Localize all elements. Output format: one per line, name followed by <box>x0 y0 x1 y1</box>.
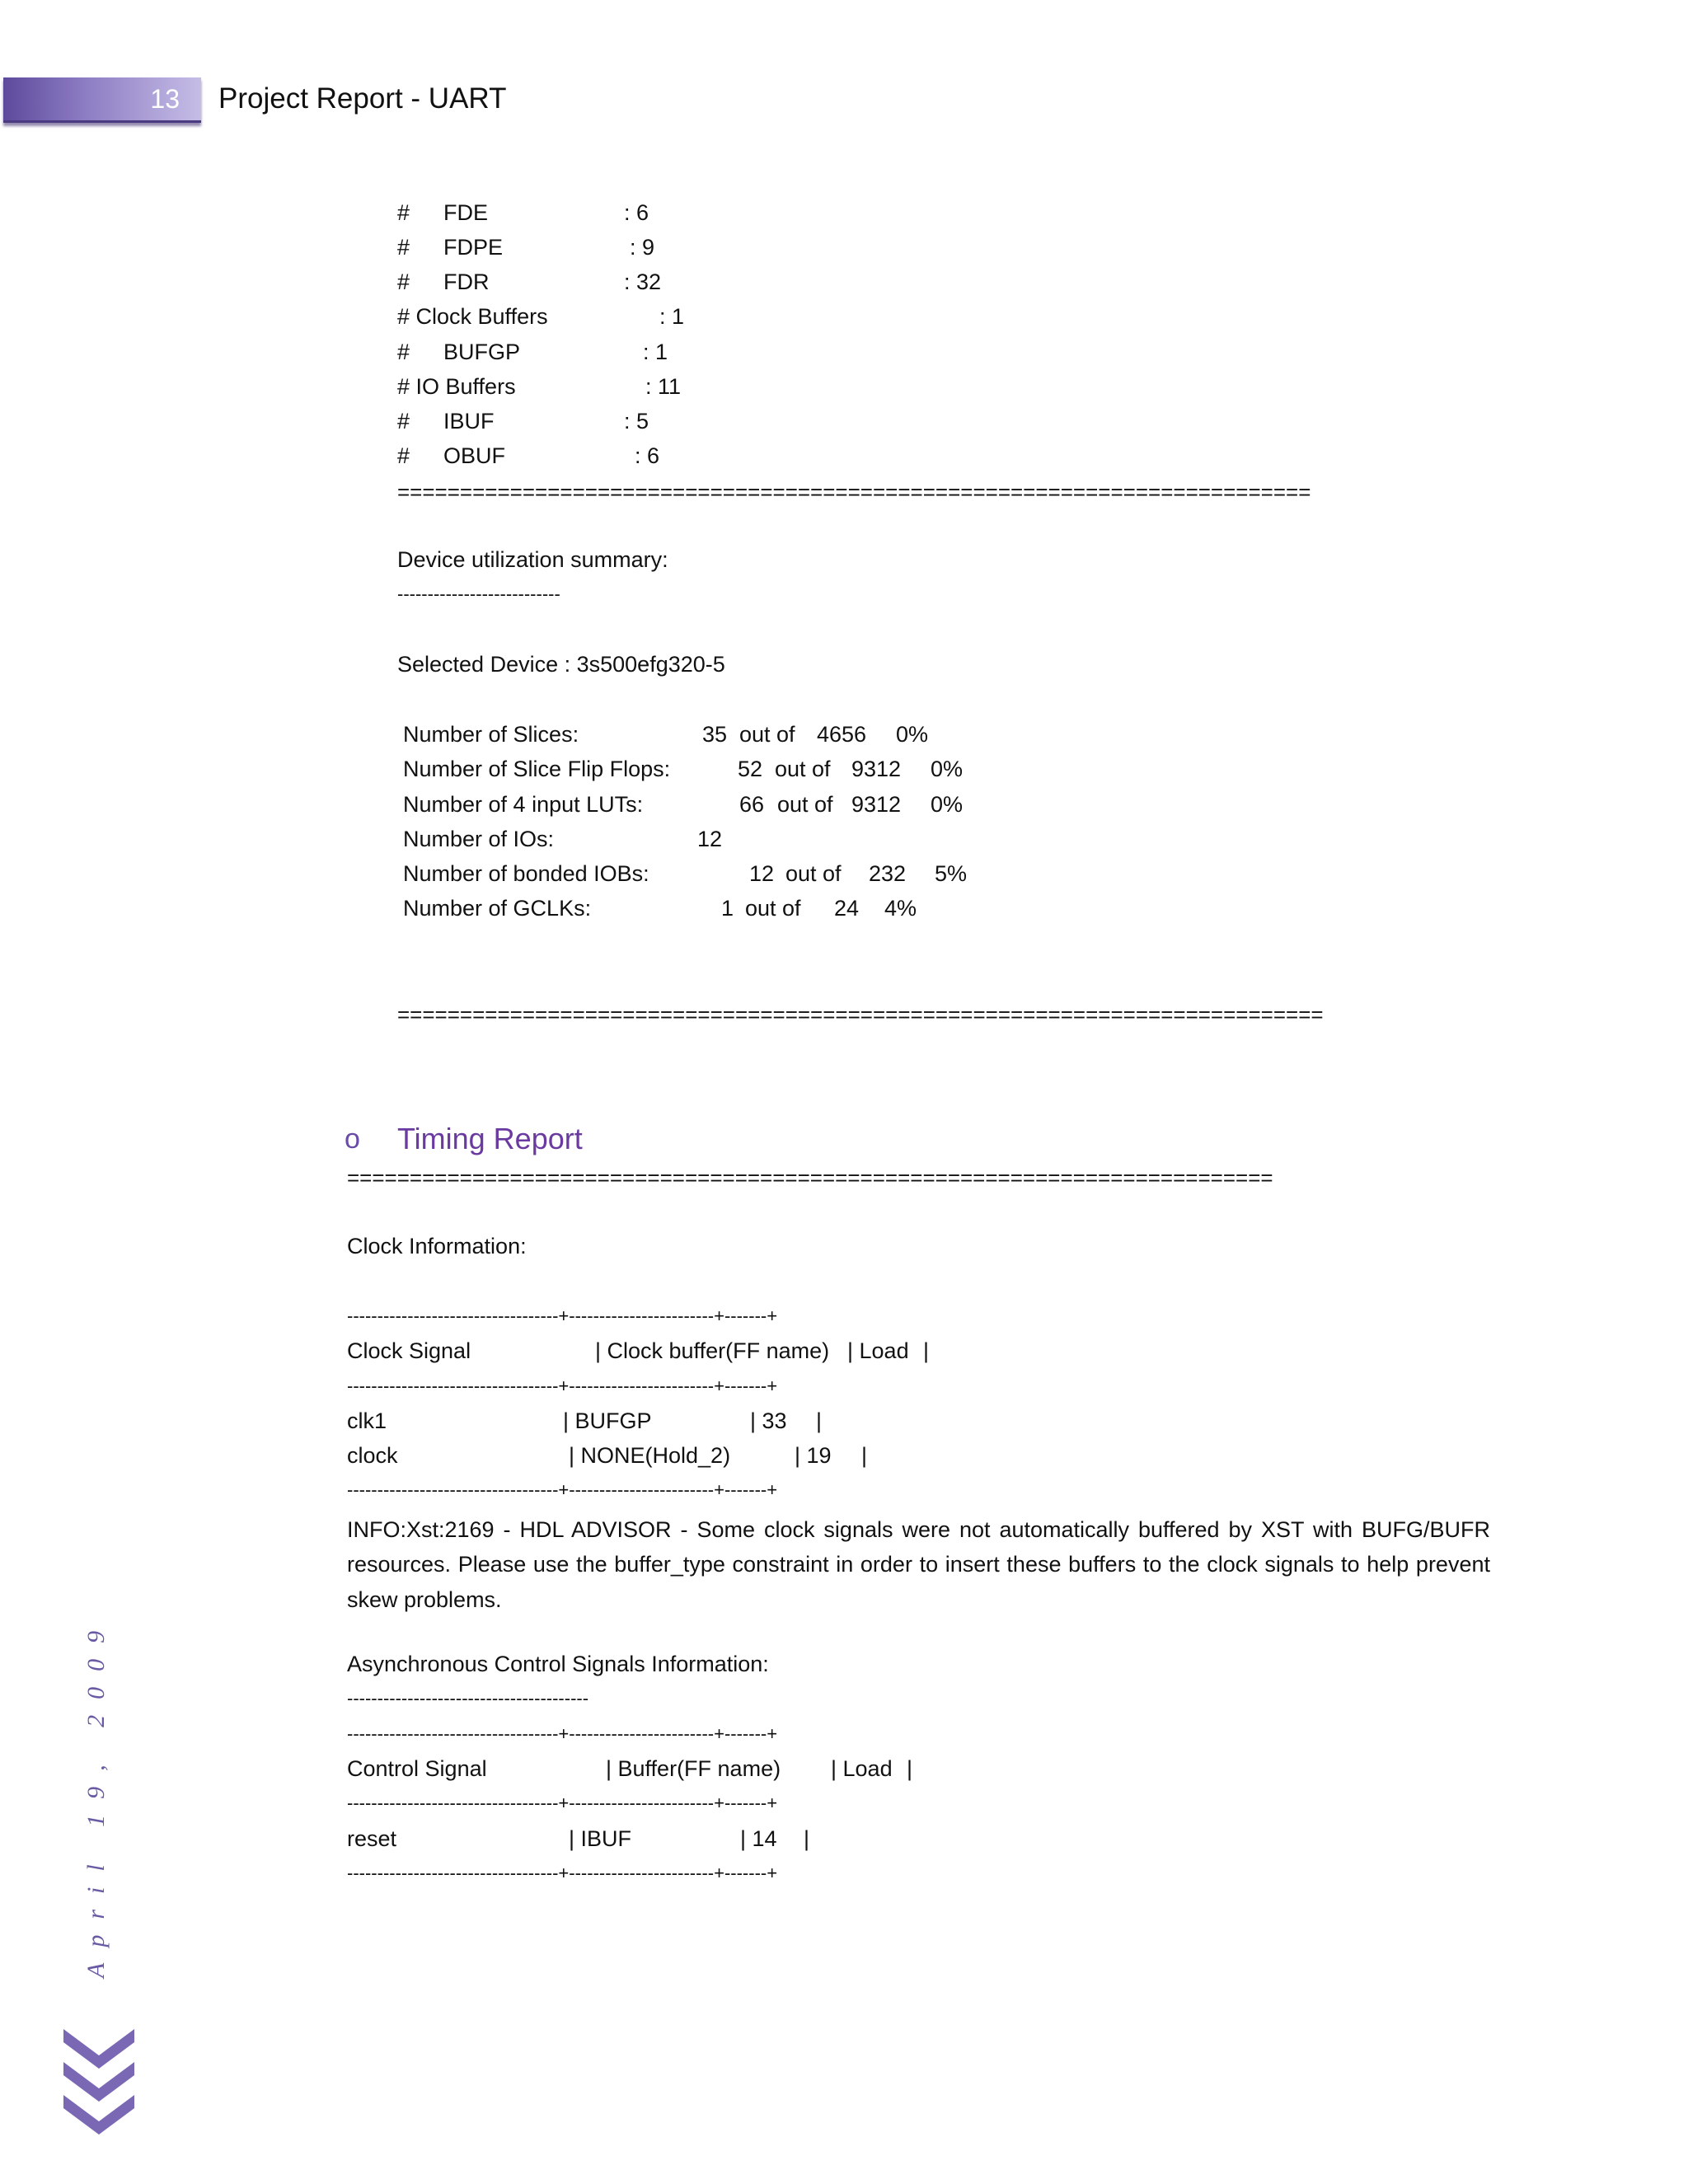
async-underline: ---------------------------------------- <box>347 1688 589 1708</box>
table-cell: | BUFGP <box>563 1408 652 1433</box>
resource-hash: # <box>397 340 410 364</box>
table-header-cell: | Load <box>831 1756 893 1781</box>
table-header-cell: | <box>923 1338 930 1363</box>
table-header-cell: Control Signal <box>347 1756 487 1781</box>
table-header-cell: | Buffer(FF name) <box>606 1756 781 1781</box>
resource-value: : 6 <box>624 200 649 225</box>
resource-value: : 5 <box>624 409 649 434</box>
resource-name: OBUF <box>443 443 506 468</box>
utilization-label: Number of 4 input LUTs: <box>403 792 644 817</box>
utilization-used: 35 <box>702 722 728 747</box>
async-heading: Asynchronous Control Signals Information: <box>347 1652 769 1676</box>
table-cell: clock <box>347 1443 398 1468</box>
table-cell: | <box>804 1826 810 1851</box>
page-number: 13 <box>150 84 180 114</box>
page-title: Project Report - UART <box>218 82 507 115</box>
table-cell: | 19 <box>795 1443 832 1468</box>
utilization-label: Number of Slice Flip Flops: <box>403 757 671 781</box>
page-number-badge <box>3 77 201 123</box>
resource-name: FDR <box>443 269 490 294</box>
resource-hash: # <box>397 200 410 225</box>
table-cell: | 14 <box>740 1826 777 1851</box>
device-summary-underline: --------------------------- <box>397 583 560 604</box>
resource-hash: # <box>397 235 410 260</box>
resource-hash: # <box>397 443 410 468</box>
utilization-used: 12 <box>749 861 775 886</box>
utilization-used: 12 <box>697 827 723 851</box>
table-cell: clk1 <box>347 1408 387 1433</box>
utilization-label: Number of bonded IOBs: <box>403 861 649 886</box>
resource-name: IBUF <box>443 409 495 434</box>
resource-value: : 6 <box>635 443 660 468</box>
table-border: -----------------------------------+------------------------+-------+ <box>347 1305 778 1326</box>
table-border: -----------------------------------+------------------------+-------+ <box>347 1723 778 1744</box>
separator: ========================================================================== <box>347 1165 1273 1190</box>
resource-value: : 1 <box>659 304 685 329</box>
resource-name: FDPE <box>443 235 504 260</box>
resource-hash: # <box>397 409 410 434</box>
utilization-total: 4656 <box>817 722 867 747</box>
utilization-percent: 4% <box>884 896 917 921</box>
resource-value: : 32 <box>624 269 662 294</box>
utilization-out-of: out of <box>777 792 833 817</box>
utilization-out-of: out of <box>775 757 831 781</box>
selected-device: Selected Device : 3s500efg320-5 <box>397 652 725 677</box>
bullet-icon: o <box>345 1123 360 1155</box>
utilization-label: Number of GCLKs: <box>403 896 592 921</box>
utilization-out-of: out of <box>785 861 842 886</box>
utilization-used: 1 <box>721 896 734 921</box>
table-cell: | <box>816 1408 823 1433</box>
resource-hash: # <box>397 269 410 294</box>
utilization-used: 66 <box>739 792 765 817</box>
utilization-out-of: out of <box>745 896 801 921</box>
table-header-cell: Clock Signal <box>347 1338 471 1363</box>
separator: ========================================================================== <box>397 1002 1324 1027</box>
utilization-total: 9312 <box>851 792 902 817</box>
resource-name: BUFGP <box>443 340 521 364</box>
table-cell: | NONE(Hold_2) <box>569 1443 731 1468</box>
table-border: -----------------------------------+------------------------+-------+ <box>347 1479 778 1500</box>
utilization-out-of: out of <box>739 722 795 747</box>
table-cell: | IBUF <box>569 1826 632 1851</box>
utilization-total: 232 <box>869 861 907 886</box>
side-date: April 19, 2009 <box>82 1615 110 1978</box>
utilization-percent: 0% <box>931 757 964 781</box>
table-cell: | 33 <box>750 1408 787 1433</box>
table-header-cell: | Clock buffer(FF name) <box>595 1338 830 1363</box>
table-header-cell: | <box>907 1756 913 1781</box>
table-border: -----------------------------------+------------------------+-------+ <box>347 1793 778 1813</box>
table-cell: reset <box>347 1826 397 1851</box>
resource-hash: # IO Buffers <box>397 374 516 399</box>
utilization-total: 24 <box>834 896 860 921</box>
resource-value: : 11 <box>645 374 682 399</box>
clock-info-heading: Clock Information: <box>347 1234 527 1258</box>
utilization-used: 52 <box>738 757 763 781</box>
chevron-down-icon <box>62 2029 136 2136</box>
info-paragraph: INFO:Xst:2169 - HDL ADVISOR - Some clock signals were not automatically buffered by XST with BUFG/BUFR resources. Please use the buffer_type constraint in order to insert these buffers to the clock signals to help prevent skew problems. <box>347 1517 1490 1612</box>
utilization-percent: 0% <box>896 722 929 747</box>
timing-report-heading: Timing Report <box>397 1122 583 1155</box>
utilization-label: Number of IOs: <box>403 827 555 851</box>
resource-hash: # Clock Buffers <box>397 304 548 329</box>
resource-name: FDE <box>443 200 488 225</box>
table-header-cell: | Load <box>847 1338 909 1363</box>
separator: ========================================================================= <box>397 480 1311 504</box>
utilization-percent: 5% <box>935 861 968 886</box>
utilization-label: Number of Slices: <box>403 722 579 747</box>
utilization-percent: 0% <box>931 792 964 817</box>
utilization-total: 9312 <box>851 757 902 781</box>
resource-value: : 1 <box>643 340 668 364</box>
resource-value: : 9 <box>630 235 655 260</box>
device-summary-heading: Device utilization summary: <box>397 547 668 572</box>
table-border: -----------------------------------+------------------------+-------+ <box>347 1863 778 1883</box>
table-cell: | <box>861 1443 868 1468</box>
table-border: -----------------------------------+------------------------+-------+ <box>347 1376 778 1396</box>
